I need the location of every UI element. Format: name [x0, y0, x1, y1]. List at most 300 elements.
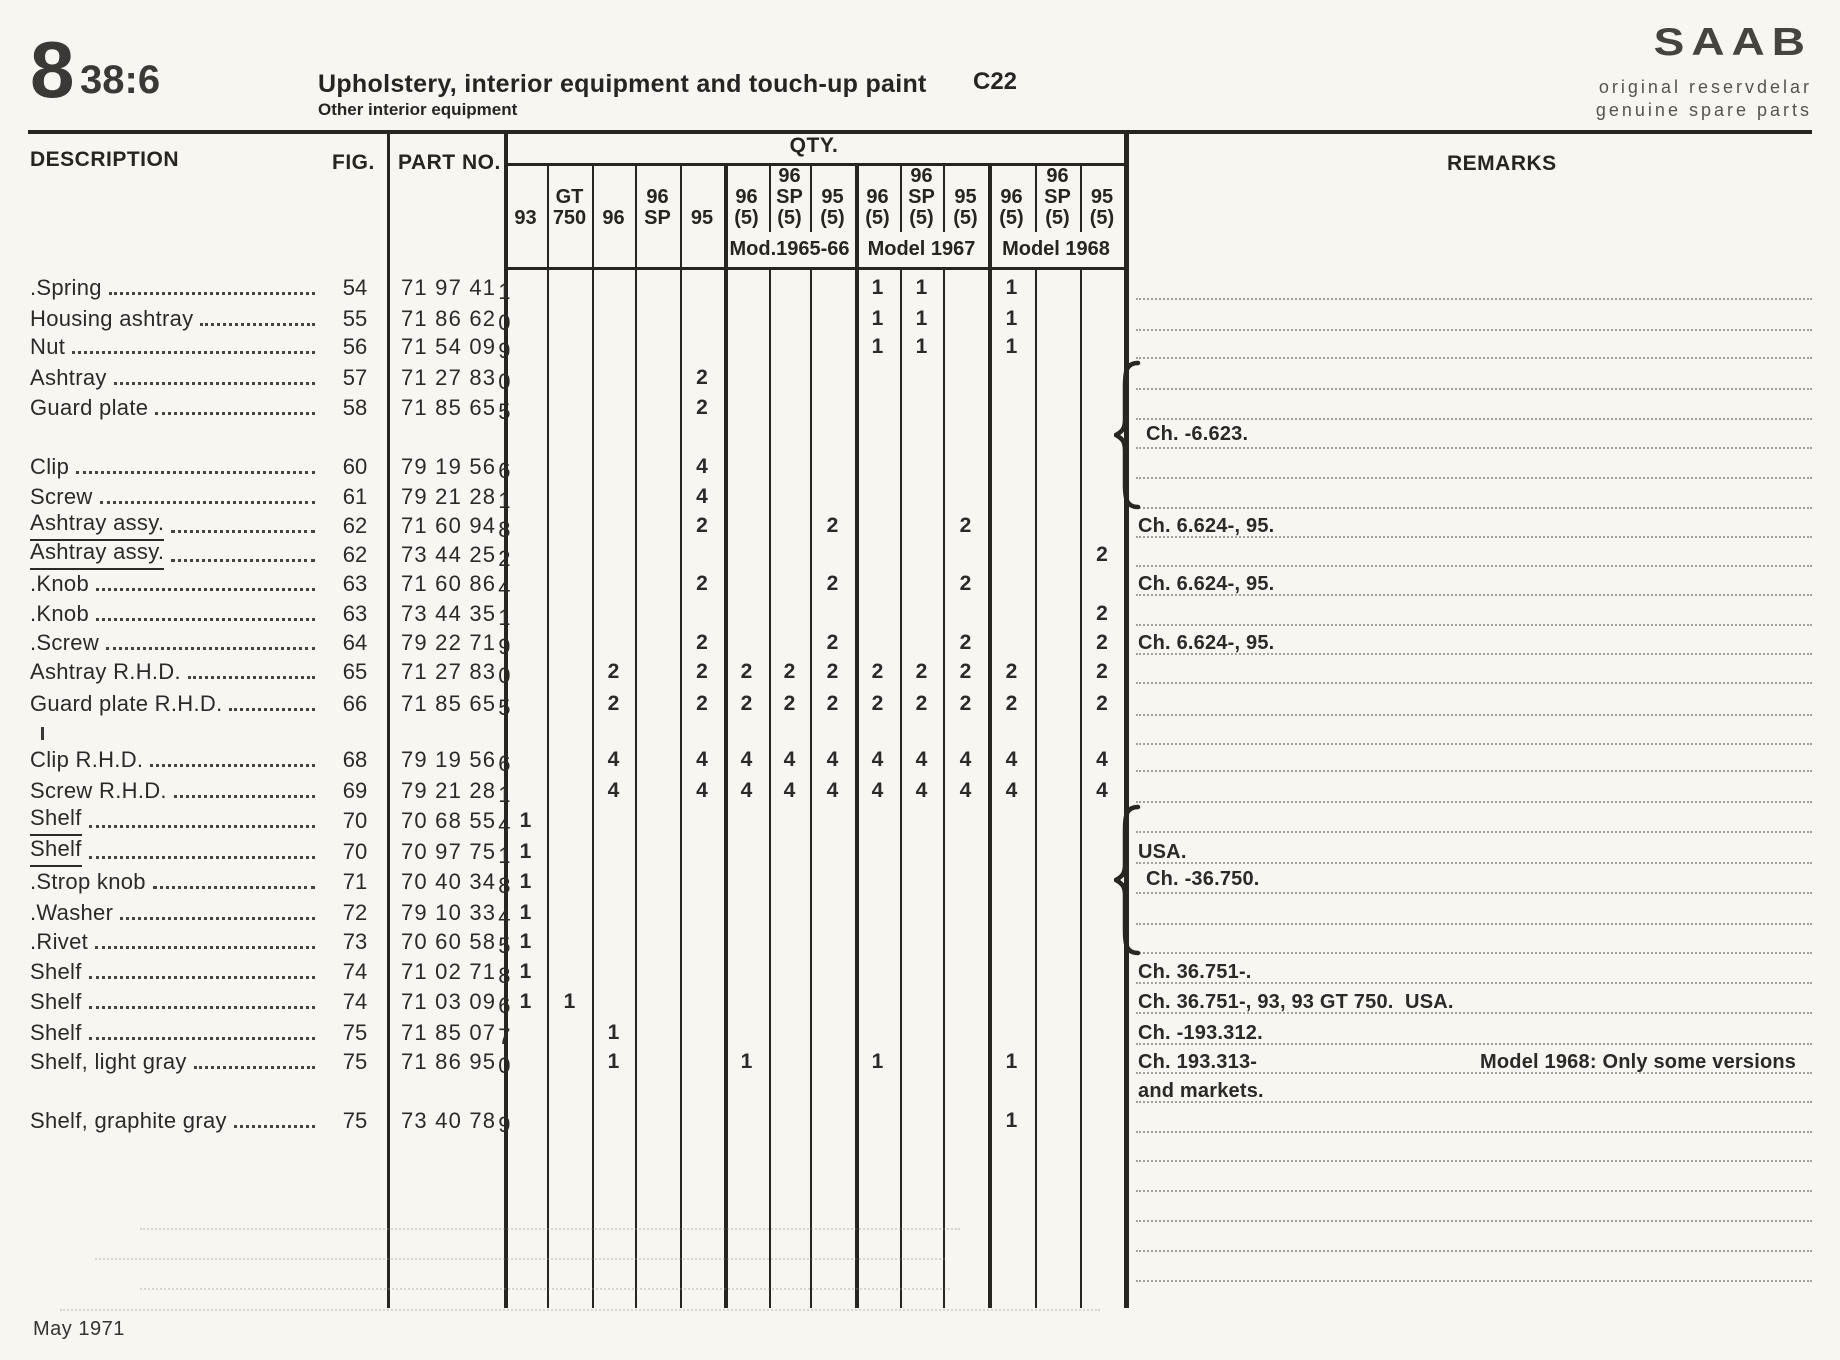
description-cell: [30, 569, 325, 599]
qty-cell-m67_96: 1: [871, 276, 884, 299]
remarks-leader-line: [1136, 1280, 1812, 1282]
remark-text: Ch. 6.624-, 95.: [1138, 573, 1275, 595]
part-number-check-digit: 6: [498, 751, 512, 776]
part-number-check-digit: 8: [498, 873, 512, 898]
qty-cell-m68_96: 1: [1005, 1109, 1018, 1132]
remarks-leader-line: [1136, 1190, 1812, 1192]
qty-cell-95: 4: [696, 455, 708, 478]
qty-col-header-96: [594, 165, 633, 232]
description-text: .Rivet: [30, 929, 89, 954]
description-cell: [30, 1047, 325, 1077]
description-text: Ashtray R.H.D.: [30, 659, 181, 684]
part-number-check-digit: 0: [498, 1053, 512, 1078]
remarks-leader-line: [1136, 329, 1812, 331]
grid-hline: [28, 130, 1812, 134]
qty-col-header-line: (5): [999, 207, 1024, 229]
fig-cell: 62: [342, 513, 368, 538]
description-cell: [30, 867, 325, 897]
part-number-cell: 71 97 411: [401, 273, 511, 303]
section-number: 8: [30, 25, 73, 114]
remarks-leader-line: [1136, 1160, 1812, 1162]
fig-cell: 75: [342, 1108, 368, 1133]
leader-dots: [200, 323, 315, 326]
qty-col-header-line: (5): [777, 207, 802, 229]
description-text: Ashtray assy.: [30, 508, 164, 541]
fig-cell: 63: [342, 601, 368, 626]
remark-text: Ch. 6.624-, 95.: [1138, 515, 1275, 537]
description-cell: [30, 806, 325, 836]
leader-dots: [100, 501, 315, 504]
qty-col-header-line: 93: [514, 207, 537, 229]
part-number-check-digit: 1: [498, 488, 512, 513]
leader-dots: [89, 825, 315, 828]
qty-cell-m66_96sp: 2: [783, 660, 796, 683]
leader-dots: [106, 647, 315, 650]
description-cell: [30, 599, 325, 629]
fig-cell: 69: [342, 778, 368, 803]
leader-dots: [120, 917, 315, 920]
remarks-leader-line: [1136, 388, 1812, 390]
remark-text: Ch. 36.751-.: [1138, 961, 1252, 983]
qty-cell-m66_96sp: 4: [783, 779, 796, 802]
part-number-check-digit: 1: [498, 605, 512, 630]
part-number-check-digit: 4: [498, 904, 512, 929]
qty-col-header-m66_96: [726, 165, 767, 232]
part-number-check-digit: 5: [498, 933, 512, 958]
grid-vline: [724, 163, 728, 1308]
part-number-check-digit: 8: [498, 517, 512, 542]
fig-cell: 68: [342, 747, 368, 772]
brace-remark-text: Ch. -6.623.: [1146, 423, 1249, 445]
leader-dots: [96, 618, 315, 621]
part-number-cell: 79 19 566: [401, 745, 511, 775]
qty-col-header-line: 96: [1000, 186, 1023, 208]
description-text: Clip R.H.D.: [30, 747, 144, 772]
remark-text: Ch. 36.751-, 93, 93 GT 750. USA.: [1138, 991, 1454, 1013]
part-number-check-digit: 5: [498, 399, 512, 424]
qty-cell-m67_96: 4: [871, 779, 884, 802]
description-text: .Screw: [30, 630, 100, 655]
description-text: Screw R.H.D.: [30, 778, 167, 803]
part-number-check-digit: 0: [498, 310, 512, 335]
grid-hline: [504, 267, 1129, 270]
leader-dots: [150, 764, 315, 767]
qty-col-header-line: (5): [953, 207, 978, 229]
leader-dots: [89, 1006, 315, 1009]
remarks-leader-line: [1136, 862, 1812, 864]
part-number-cell: 71 60 948: [401, 511, 511, 541]
qty-cell-m67_95: 2: [959, 514, 972, 537]
part-number-check-digit: 4: [498, 812, 512, 837]
remarks-leader-line: [1136, 1250, 1812, 1252]
qty-cell-95: 2: [696, 660, 708, 683]
description-cell: [30, 689, 325, 719]
fig-cell: 72: [342, 900, 368, 925]
description-cell: [30, 745, 325, 775]
description-cell: [30, 927, 325, 957]
leader-dots: [153, 886, 315, 889]
description-cell: [30, 332, 325, 362]
qty-cell-m67_96sp: 1: [915, 276, 928, 299]
fig-cell: 66: [342, 691, 368, 716]
description-text: Screw: [30, 484, 93, 509]
col-header-description: DESCRIPTION: [30, 148, 180, 171]
leader-dots: [188, 676, 315, 679]
qty-col-header-96sp: [637, 165, 678, 232]
qty-col-header-m67_96sp: [902, 165, 941, 232]
part-number-check-digit: 0: [498, 369, 512, 394]
part-number-check-digit: 4: [498, 575, 512, 600]
qty-cell-96: 2: [607, 660, 620, 683]
remark-text: Ch. 6.624-, 95.: [1138, 632, 1275, 654]
leader-dots: [114, 382, 315, 385]
description-cell: [30, 1018, 325, 1048]
leader-dots: [171, 559, 315, 562]
description-text: Guard plate: [30, 395, 149, 420]
qty-cell-m68_95: 2: [1096, 660, 1108, 683]
part-number-cell: 79 10 334: [401, 898, 511, 928]
description-text: Shelf: [30, 959, 82, 984]
qty-col-header-line: (5): [734, 207, 759, 229]
qty-cell-m67_95: 4: [959, 779, 972, 802]
description-text: Housing ashtray: [30, 306, 194, 331]
qty-cell-m66_96: 4: [740, 779, 753, 802]
part-number-cell: 71 02 718: [401, 957, 511, 987]
description-text: Shelf, graphite gray: [30, 1108, 227, 1133]
qty-cell-m66_96: 4: [740, 748, 753, 771]
fig-cell: 75: [342, 1049, 368, 1074]
fig-cell: 74: [342, 989, 368, 1014]
leader-dots: [89, 976, 315, 979]
part-number-check-digit: 6: [498, 458, 512, 483]
fig-cell: 61: [342, 484, 368, 509]
part-number-cell: 79 21 281: [401, 482, 511, 512]
remark-text-right: Model 1968: Only some versions: [1480, 1051, 1797, 1073]
description-cell: [30, 452, 325, 482]
grid-vline: [387, 130, 390, 1308]
qty-col-header-m68_95: [1082, 165, 1122, 232]
description-cell: [30, 837, 325, 867]
qty-col-header-line: GT: [555, 186, 584, 208]
qty-cell-m66_95: 4: [826, 779, 839, 802]
qty-cell-m67_96sp: 4: [915, 748, 928, 771]
part-number-cell: 71 60 864: [401, 569, 511, 599]
part-number-check-digit: 9: [498, 634, 512, 659]
qty-cell-m66_96: 1: [740, 1050, 753, 1073]
brand-tagline-english: genuine spare parts: [1595, 100, 1812, 120]
leader-dots: [95, 946, 315, 949]
qty-cell-m66_95: 2: [826, 660, 839, 683]
grid-vline: [635, 163, 637, 1308]
faint-leader-line: [140, 1228, 960, 1230]
fig-cell: 55: [342, 306, 368, 331]
qty-cell-95: 4: [696, 779, 708, 802]
part-number-check-digit: 8: [498, 963, 512, 988]
remarks-leader-line: [1136, 801, 1812, 803]
leader-dots: [229, 708, 315, 711]
qty-cell-95: 4: [696, 748, 708, 771]
qty-cell-93: 1: [519, 901, 532, 924]
qty-col-header-line: 95: [954, 186, 977, 208]
fig-cell: 57: [342, 365, 368, 390]
faint-leader-line: [60, 1309, 1100, 1311]
qty-col-header-line: 96: [646, 186, 669, 208]
qty-cell-m66_95: 2: [826, 572, 839, 595]
part-number-check-digit: 7: [498, 1024, 512, 1049]
grid-vline: [592, 163, 594, 1308]
leader-dots: [96, 588, 315, 591]
col-header-qty: QTY.: [789, 134, 839, 157]
qty-cell-95: 2: [696, 692, 708, 715]
qty-col-header-line: SP: [1044, 186, 1071, 208]
grid-vline: [1124, 130, 1129, 1308]
qty-col-header-m68_96sp: [1037, 165, 1078, 232]
qty-cell-m66_95: 4: [826, 748, 839, 771]
qty-cell-m67_96: 4: [871, 748, 884, 771]
qty-cell-m68_96: 2: [1005, 660, 1018, 683]
leader-dots: [76, 471, 315, 474]
qty-col-header-line: 95: [1090, 186, 1114, 208]
qty-col-header-m67_95: [945, 165, 986, 232]
description-cell: [30, 628, 325, 658]
remarks-leader-line: [1136, 357, 1812, 359]
remarks-leader-line: [1136, 1131, 1812, 1133]
col-header-remarks: REMARKS: [1447, 152, 1557, 175]
qty-col-header-line: (5): [1089, 207, 1115, 229]
description-cell: [30, 898, 325, 928]
qty-cell-m68_95: 4: [1096, 779, 1108, 802]
page-title: Upholstery, interior equipment and touch-up paint: [318, 70, 927, 98]
part-number-check-digit: 2: [498, 546, 512, 571]
qty-cell-93: 1: [519, 809, 532, 832]
part-number-cell: 71 86 950: [401, 1047, 511, 1077]
part-number-check-digit: 1: [498, 782, 512, 807]
qty-col-header-line: 96: [602, 207, 625, 229]
qty-cell-m66_95: 2: [826, 631, 839, 654]
description-text: Ashtray: [30, 365, 107, 390]
brand-tagline-swedish: original reservdelar: [1598, 77, 1812, 97]
remarks-leader-line: [1136, 831, 1812, 833]
description-text: Nut: [30, 334, 66, 359]
qty-cell-m68_95: 2: [1096, 543, 1108, 566]
part-number-cell: 71 85 655: [401, 689, 511, 719]
qty-col-header-line: SP: [644, 207, 671, 229]
grid-vline: [547, 163, 549, 1308]
remark-text: Ch. -193.312.: [1138, 1022, 1263, 1044]
remarks-leader-line: [1136, 923, 1812, 925]
remarks-leader-line: [1136, 418, 1812, 420]
qty-cell-95: 4: [696, 485, 708, 508]
qty-cell-m67_95: 2: [959, 692, 972, 715]
qty-cell-m67_96sp: 4: [915, 779, 928, 802]
part-number-check-digit: 0: [498, 663, 512, 688]
qty-cell-95: 2: [696, 396, 708, 419]
part-number-cell: 73 40 789: [401, 1106, 511, 1136]
description-text: Guard plate R.H.D.: [30, 691, 223, 716]
qty-cell-m67_95: 4: [959, 748, 972, 771]
qty-cell-m68_96: 4: [1005, 748, 1018, 771]
part-number-cell: 70 68 554: [401, 806, 511, 836]
description-text: .Washer: [30, 900, 114, 925]
leader-dots: [194, 1066, 315, 1069]
qty-cell-m68_95: 2: [1096, 631, 1108, 654]
part-number-cell: 70 40 348: [401, 867, 511, 897]
qty-col-header-line: 95: [821, 186, 844, 208]
description-cell: [30, 540, 325, 570]
part-number-cell: 70 60 585: [401, 927, 511, 957]
fig-cell: 70: [342, 839, 368, 864]
remarks-leader-line: [1136, 682, 1812, 684]
qty-col-header-line: 95: [690, 207, 714, 229]
qty-cell-96: 4: [607, 779, 620, 802]
qty-cell-m66_95: 2: [826, 692, 839, 715]
leader-dots: [155, 412, 315, 415]
part-number-check-digit: 9: [498, 1112, 512, 1137]
qty-cell-m66_96: 2: [740, 660, 753, 683]
qty-col-header-93: [506, 165, 545, 232]
faint-leader-line: [95, 1258, 945, 1260]
qty-cell-m68_95: 2: [1096, 602, 1108, 625]
leader-dots: [109, 292, 315, 295]
qty-col-header-line: SP: [908, 186, 935, 208]
qty-cell-m68_96: 1: [1005, 307, 1018, 330]
fig-cell: 64: [342, 630, 368, 655]
brace-remark-text: Ch. -36.750.: [1146, 868, 1260, 890]
qty-col-header-line: (5): [909, 207, 934, 229]
leader-dots: [72, 351, 315, 354]
leader-dots: [174, 795, 315, 798]
footer-date: May 1971: [33, 1318, 125, 1340]
qty-cell-95: 2: [696, 631, 708, 654]
fig-cell: 54: [342, 275, 368, 300]
grid-vline: [1035, 267, 1037, 1308]
qty-cell-m67_96sp: 1: [915, 335, 928, 358]
brand-block: [1595, 19, 1812, 122]
leader-dots: [89, 1037, 315, 1040]
description-cell: [30, 304, 325, 334]
qty-cell-m68_95: 2: [1096, 692, 1108, 715]
leader-dots: [89, 856, 315, 859]
qty-col-header-line: 750: [552, 207, 587, 229]
remarks-leader-line: [1136, 624, 1812, 626]
part-number-cell: 71 27 830: [401, 363, 511, 393]
qty-cell-m68_96: 1: [1005, 276, 1018, 299]
qty-cell-m68_96: 4: [1005, 779, 1018, 802]
qty-cell-93: 1: [519, 990, 532, 1013]
remarks-leader-line: [1136, 1220, 1812, 1222]
remark-text: Ch. 193.313-: [1138, 1051, 1258, 1073]
doc-code: C22: [973, 68, 1018, 95]
qty-cell-93: 1: [519, 840, 532, 863]
qty-cell-m67_96: 2: [871, 692, 884, 715]
qty-cell-m67_96sp: 1: [915, 307, 928, 330]
col-header-part-no: PART NO.: [398, 151, 501, 174]
col-header-fig: FIG.: [332, 151, 375, 174]
qty-cell-96: 1: [607, 1050, 620, 1073]
part-number-cell: 71 86 620: [401, 304, 511, 334]
part-number-cell: 73 44 351: [401, 599, 511, 629]
description-cell: [30, 273, 325, 303]
part-number-cell: 79 19 566: [401, 452, 511, 482]
remarks-leader-line: [1136, 714, 1812, 716]
qty-cell-gt750: 1: [563, 990, 576, 1013]
qty-cell-m66_95: 2: [826, 514, 839, 537]
remarks-leader-line: [1136, 743, 1812, 745]
qty-cell-m68_96: 1: [1005, 1050, 1018, 1073]
model-group-label: Model 1967: [867, 238, 976, 260]
qty-col-header-m68_96: [990, 165, 1033, 232]
qty-cell-93: 1: [519, 960, 532, 983]
qty-cell-m67_96sp: 2: [915, 660, 928, 683]
remarks-leader-line: [1136, 477, 1812, 479]
qty-cell-93: 1: [519, 870, 532, 893]
qty-cell-m67_95: 2: [959, 631, 972, 654]
stray-print-mark: [41, 727, 44, 740]
qty-col-header-line: 96: [1046, 165, 1069, 187]
description-text: .Knob: [30, 601, 89, 626]
qty-cell-m67_95: 2: [959, 660, 972, 683]
qty-cell-m67_95: 2: [959, 572, 972, 595]
qty-col-header-95: [682, 165, 722, 232]
remarks-leader-line: [1136, 447, 1812, 449]
fig-cell: 58: [342, 395, 368, 420]
qty-col-header-m66_96sp: [771, 165, 808, 232]
qty-col-header-line: (5): [820, 207, 845, 229]
qty-cell-m68_95: 4: [1096, 748, 1108, 771]
saab-logo: SAAB: [1653, 19, 1812, 64]
description-text: Shelf: [30, 1020, 82, 1045]
fig-cell: 74: [342, 959, 368, 984]
qty-cell-95: 2: [696, 514, 708, 537]
qty-col-header-line: (5): [865, 207, 890, 229]
qty-cell-96: 4: [607, 748, 620, 771]
remarks-leader-line: [1136, 952, 1812, 954]
part-number-check-digit: 9: [498, 338, 512, 363]
fig-cell: 75: [342, 1020, 368, 1045]
fig-cell: 60: [342, 454, 368, 479]
qty-col-header-line: 96: [910, 165, 933, 187]
description-cell: [30, 987, 325, 1017]
part-number-cell: 73 44 252: [401, 540, 511, 570]
qty-cell-m66_96sp: 2: [783, 692, 796, 715]
description-text: .Knob: [30, 571, 89, 596]
fig-cell: 73: [342, 929, 368, 954]
part-number-cell: 71 85 077: [401, 1018, 511, 1048]
description-text: .Spring: [30, 275, 102, 300]
description-cell: [30, 957, 325, 987]
part-number-cell: 71 54 099: [401, 332, 511, 362]
description-text: Clip: [30, 454, 70, 479]
qty-cell-m67_96: 1: [871, 335, 884, 358]
description-cell: [30, 1106, 325, 1136]
qty-cell-96: 2: [607, 692, 620, 715]
qty-col-header-m67_96: [857, 165, 898, 232]
fig-cell: 71: [342, 869, 368, 894]
part-number-cell: 71 27 830: [401, 657, 511, 687]
qty-cell-m68_96: 1: [1005, 335, 1018, 358]
qty-col-header-line: SP: [776, 186, 803, 208]
fig-cell: 63: [342, 571, 368, 596]
qty-cell-m67_96: 1: [871, 307, 884, 330]
faint-leader-line: [140, 1288, 950, 1290]
part-number-cell: 70 97 751: [401, 837, 511, 867]
remarks-leader-line: [1136, 892, 1812, 894]
qty-cell-m66_96: 2: [740, 692, 753, 715]
part-number-cell: 71 03 096: [401, 987, 511, 1017]
description-cell: [30, 363, 325, 393]
part-number-cell: 79 21 281: [401, 776, 511, 806]
description-cell: [30, 776, 325, 806]
